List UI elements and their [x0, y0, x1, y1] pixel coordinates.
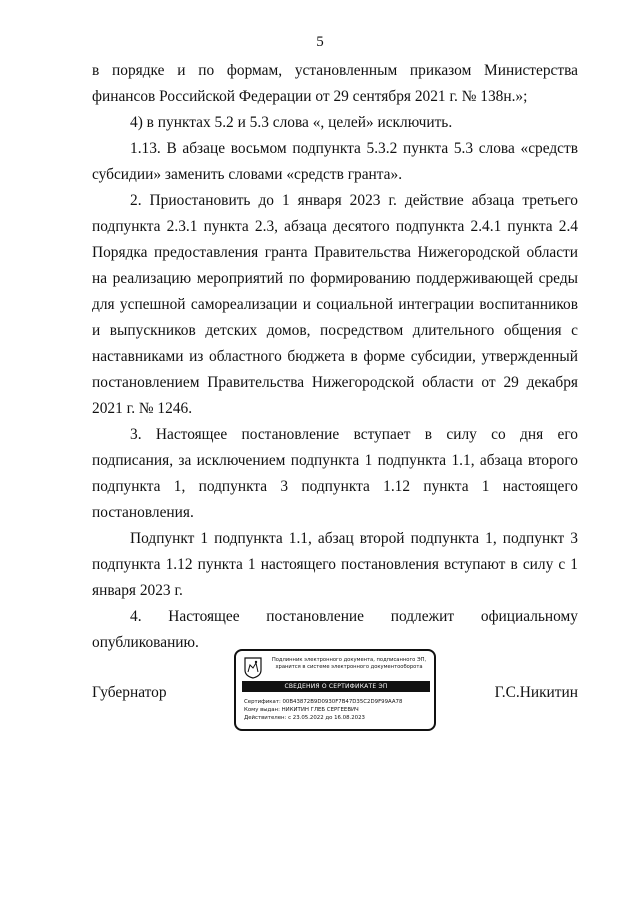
paragraph-item-1-13: 1.13. В абзаце восьмом подпункта 5.3.2 пункта 5.3 слова «средств субсидии» заменить словами «средств гранта».	[92, 140, 578, 183]
signatory-name: Г.С.Никитин	[494, 684, 578, 701]
stamp-details	[244, 698, 402, 722]
certificate-number: Сертификат: 00B43872B9D0930F7B47D35C2D9F99AA78	[244, 699, 403, 705]
stamp-note	[266, 657, 432, 670]
regional-emblem-icon	[244, 657, 262, 679]
paragraph-item-4-publication: 4. Настоящее постановление подлежит официальному	[130, 608, 578, 625]
paragraph-subitem-effective: Подпункт 1 подпункта 1.1, абзац второй подпункта 1, подпункт 3 подпункта 1.12 пункта 1 настоящего постановления вступают в силу с 1 января 2023 г.	[92, 530, 578, 599]
page-number: 5	[316, 34, 324, 50]
paragraph-item-3: 3. Настоящее постановление вступает в силу со дня его подписания, за исключением подпункта 1 подпункта 1.1, абзаца второго подпункта 1, подпункта 3 подпункта 1.12 пункта 1 настоящего постановления.	[92, 426, 578, 521]
stamp-note-line: Подлинник электронного документа, подписанного ЭП,	[271, 657, 427, 663]
document-body	[92, 58, 578, 656]
certificate-validity: Действителен: с 23.05.2022 до 16.08.2023	[244, 715, 365, 721]
paragraph-item-4: 4) в пунктах 5.2 и 5.3 слова «, целей» исключить.	[130, 114, 453, 131]
signature-block	[92, 649, 578, 735]
paragraph-item-2: 2. Приостановить до 1 января 2023 г. действие абзаца третьего подпункта 2.3.1 пункта 2.3, абзаца десятого подпункта 2.4.1 пункта 2.4 Порядка предоставления гранта Правительства Нижегородской области на реализацию мероприятий по формированию поддерживающей среды для успешной самореализации и социальной интеграции воспитанников и выпускников детских домов, посредством длительного общения с наставниками из областного бюджета в форме субсидии, утвержденный постановлением Правительства Нижегородской области от 29 декабря 2021 г. № 1246.	[92, 192, 578, 417]
certificate-owner: Кому выдан: НИКИТИН ГЛЕБ СЕРГЕЕВИЧ	[244, 707, 359, 713]
stamp-header: СВЕДЕНИЯ О СЕРТИФИКАТЕ ЭП	[242, 681, 430, 692]
signatory-title: Губернатор	[92, 684, 167, 701]
paragraph-continuation: в порядке и по формам, установленным приказом Министерства финансов Российской Федерации от 29 сентября 2021 г. № 138н.»;	[92, 62, 578, 105]
paragraph-item-4-continuation: опубликованию.	[92, 634, 199, 651]
stamp-note-line: хранится в системе электронного документооборота	[275, 663, 423, 670]
electronic-signature-stamp	[234, 649, 436, 731]
